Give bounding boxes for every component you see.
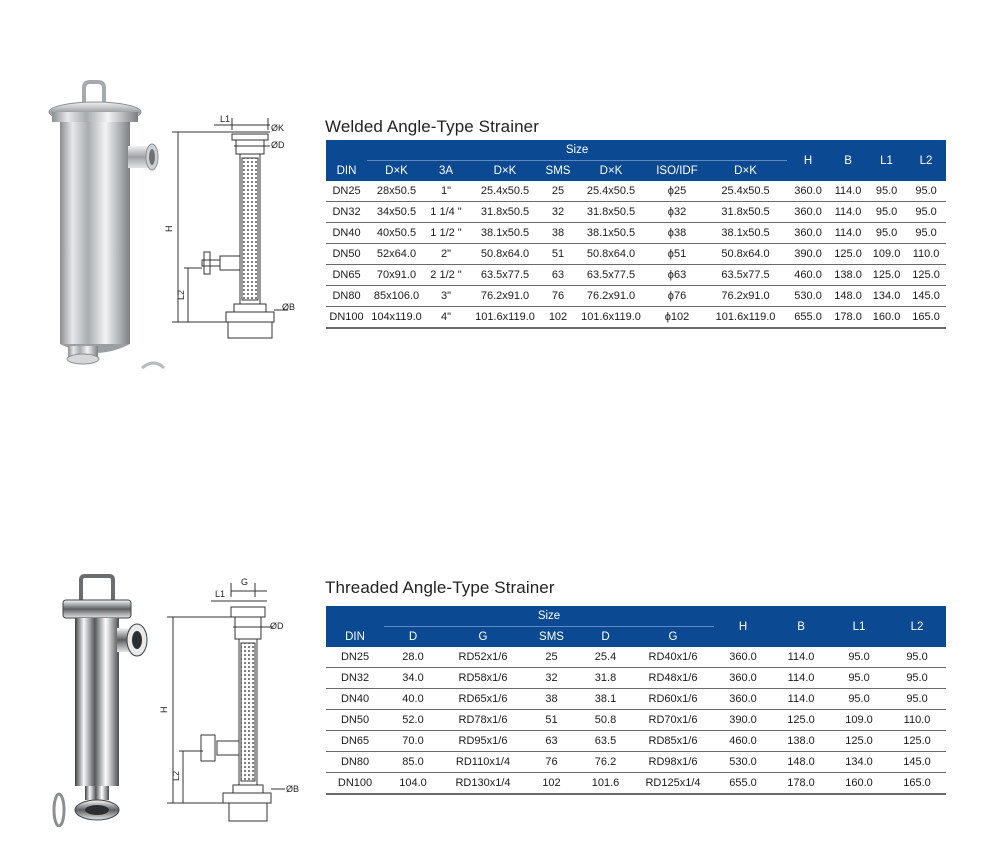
threaded-dim-g: G [241,577,249,587]
table-cell: RD60x1/6 [632,689,714,710]
threaded-col-din: DIN [326,627,384,648]
table-cell: 655.0 [714,773,772,795]
table-cell: 50.8 [579,710,632,731]
table-cell: DN32 [326,668,384,689]
table-cell: 63.5x77.5 [572,265,650,286]
table-cell: 104.0 [384,773,442,795]
table-cell: 32 [524,668,579,689]
welded-strainer-photo [38,78,168,370]
table-cell: 40.0 [384,689,442,710]
table-cell: 530.0 [714,752,772,773]
table-cell: 40x50.5 [367,223,426,244]
table-cell: 28.0 [384,647,442,668]
table-cell: 95.0 [830,689,888,710]
table-cell: 38 [524,689,579,710]
welded-col-l2: L2 [906,140,946,181]
table-cell: 95.0 [830,668,888,689]
table-cell: 138.0 [829,265,867,286]
table-cell: RD40x1/6 [632,647,714,668]
table-cell: 165.0 [888,773,946,795]
table-cell: 114.0 [772,647,830,668]
table-cell: DN25 [326,181,367,202]
table-cell: 1" [426,181,466,202]
table-cell: 360.0 [714,647,772,668]
threaded-col-d: D [384,627,442,648]
table-cell: ϕ25 [650,181,704,202]
table-cell: DN100 [326,773,384,795]
welded-col-sms: SMS [544,161,572,182]
table-cell: 360.0 [787,223,829,244]
table-cell: 390.0 [787,244,829,265]
table-cell: 63.5 [579,731,632,752]
welded-col-l1: L1 [867,140,906,181]
table-cell: 25.4x50.5 [704,181,787,202]
threaded-spec-table [326,606,946,795]
table-cell: 360.0 [787,202,829,223]
table-cell: 31.8x50.5 [572,202,650,223]
table-cell: RD65x1/6 [442,689,524,710]
table-cell: ϕ76 [650,286,704,307]
table-cell: RD78x1/6 [442,710,524,731]
table-cell: 125.0 [888,731,946,752]
table-cell: 530.0 [787,286,829,307]
table-row [326,265,946,286]
welded-dim-od: ØD [271,140,285,150]
table-row [326,244,946,265]
table-cell: 95.0 [830,647,888,668]
table-cell: 38 [544,223,572,244]
table-cell: 31.8x50.5 [704,202,787,223]
table-cell: ϕ102 [650,307,704,329]
table-cell: 109.0 [867,244,906,265]
table-cell: RD70x1/6 [632,710,714,731]
table-cell: 63.5x77.5 [704,265,787,286]
welded-title: Welded Angle-Type Strainer [325,117,539,136]
table-cell: 25.4x50.5 [466,181,544,202]
table-cell: 360.0 [714,689,772,710]
table-cell: 102 [544,307,572,329]
welded-col-3a: 3A [426,161,466,182]
table-cell: 76 [544,286,572,307]
table-cell: 76 [524,752,579,773]
table-cell: 114.0 [772,689,830,710]
table-cell: DN50 [326,244,367,265]
table-cell: 101.6 [579,773,632,795]
table-cell: 460.0 [714,731,772,752]
table-cell: 165.0 [906,307,946,329]
table-cell: 70.0 [384,731,442,752]
table-cell: 63 [524,731,579,752]
table-cell: 655.0 [787,307,829,329]
table-cell: DN25 [326,647,384,668]
table-cell: 76.2x91.0 [466,286,544,307]
table-cell: 63.5x77.5 [466,265,544,286]
threaded-dim-l2: L2 [171,770,181,781]
table-cell: 95.0 [906,223,946,244]
table-row [326,307,946,329]
table-row [326,710,946,731]
welded-col-iso-dxk: D×K [704,161,787,182]
threaded-col-sms-g: G [632,627,714,648]
table-cell: 28x50.5 [367,181,426,202]
table-row [326,223,946,244]
welded-col-dxk: D×K [367,161,426,182]
table-cell: 31.8x50.5 [466,202,544,223]
table-cell: 85.0 [384,752,442,773]
table-cell: DN50 [326,710,384,731]
welded-col-b: B [829,140,867,181]
threaded-col-l2: L2 [888,606,946,647]
table-cell: 178.0 [772,773,830,795]
table-cell: 85x106.0 [367,286,426,307]
table-cell: 125.0 [772,710,830,731]
threaded-strainer-photo [45,572,165,827]
table-cell: 32 [544,202,572,223]
table-cell: 52x64.0 [367,244,426,265]
threaded-title: Threaded Angle-Type Strainer [325,578,555,597]
welded-col-3a-dxk: D×K [466,161,544,182]
table-cell: ϕ63 [650,265,704,286]
welded-dim-l2: L2 [176,289,186,300]
table-cell: 38.1x50.5 [704,223,787,244]
table-cell: 125.0 [867,265,906,286]
table-cell: 38.1 [579,689,632,710]
table-cell: ϕ32 [650,202,704,223]
table-cell: DN40 [326,223,367,244]
table-cell: 95.0 [867,181,906,202]
table-cell: 3" [426,286,466,307]
table-cell: 63 [544,265,572,286]
table-cell: 76.2x91.0 [572,286,650,307]
table-cell: 38.1x50.5 [572,223,650,244]
table-cell: RD58x1/6 [442,668,524,689]
table-cell: 101.6x119.0 [572,307,650,329]
table-cell: 148.0 [772,752,830,773]
table-cell: RD52x1/6 [442,647,524,668]
table-cell: 76.2 [579,752,632,773]
table-cell: 76.2x91.0 [704,286,787,307]
table-cell: 134.0 [830,752,888,773]
table-row [326,731,946,752]
table-cell: 70x91.0 [367,265,426,286]
table-cell: 125.0 [829,244,867,265]
threaded-col-l1: L1 [830,606,888,647]
table-cell: DN100 [326,307,367,329]
welded-dim-h: H [164,225,174,232]
table-cell: 178.0 [829,307,867,329]
table-cell: 51 [544,244,572,265]
threaded-col-b: B [772,606,830,647]
welded-size-header: Size [367,140,787,161]
table-cell: 104x119.0 [367,307,426,329]
welded-col-iso-idf: ISO/IDF [650,161,704,182]
table-cell: 25.4 [579,647,632,668]
table-cell: 110.0 [888,710,946,731]
table-row [326,286,946,307]
table-cell: 138.0 [772,731,830,752]
table-cell: 125.0 [830,731,888,752]
table-cell: 95.0 [888,647,946,668]
table-cell: 52.0 [384,710,442,731]
table-row [326,647,946,668]
threaded-col-h: H [714,606,772,647]
table-cell: 460.0 [787,265,829,286]
threaded-dim-l1: L1 [215,589,226,599]
welded-col-h: H [787,140,829,181]
welded-spec-table [326,140,946,329]
table-cell: 25 [544,181,572,202]
table-cell: 109.0 [830,710,888,731]
table-cell: ϕ38 [650,223,704,244]
table-cell: DN32 [326,202,367,223]
welded-dim-ob: ØB [282,302,296,312]
table-cell: 125.0 [906,265,946,286]
table-cell: 160.0 [830,773,888,795]
threaded-dim-od: ØD [270,621,284,631]
welded-strainer-drawing [158,108,308,344]
table-cell: 95.0 [867,202,906,223]
table-cell: 95.0 [906,181,946,202]
table-cell: 160.0 [867,307,906,329]
table-cell: 101.6x119.0 [466,307,544,329]
table-cell: 1 1/4 " [426,202,466,223]
table-row [326,752,946,773]
table-row [326,689,946,710]
threaded-dim-ob: ØB [286,784,300,794]
threaded-col-sms-d: D [579,627,632,648]
table-cell: 101.6x119.0 [704,307,787,329]
table-row [326,202,946,223]
table-cell: 114.0 [829,223,867,244]
table-row [326,668,946,689]
table-cell: DN40 [326,689,384,710]
table-cell: RD130x1/4 [442,773,524,795]
welded-dim-l1: L1 [220,114,231,124]
table-cell: 2" [426,244,466,265]
table-cell: 102 [524,773,579,795]
table-cell: 360.0 [714,668,772,689]
table-cell: 4" [426,307,466,329]
table-cell: 2 1/2 " [426,265,466,286]
table-cell: RD48x1/6 [632,668,714,689]
table-cell: 34.0 [384,668,442,689]
welded-col-din: DIN [326,161,367,182]
threaded-size-header: Size [384,606,714,627]
table-cell: DN80 [326,752,384,773]
table-cell: RD125x1/4 [632,773,714,795]
threaded-col-sms: SMS [524,627,579,648]
table-row [326,773,946,795]
table-cell: 95.0 [888,668,946,689]
table-cell: 25 [524,647,579,668]
table-cell: 110.0 [906,244,946,265]
table-cell: 50.8x64.0 [572,244,650,265]
welded-col-sms-dxk: D×K [572,161,650,182]
table-cell: DN65 [326,731,384,752]
table-cell: 145.0 [906,286,946,307]
table-cell: 95.0 [867,223,906,244]
threaded-col-g: G [442,627,524,648]
table-cell: 34x50.5 [367,202,426,223]
table-cell: 114.0 [829,202,867,223]
table-cell: 95.0 [906,202,946,223]
table-cell: 1 1/2 " [426,223,466,244]
welded-table-body [326,181,946,328]
threaded-table-body [326,647,946,794]
table-cell: 148.0 [829,286,867,307]
table-cell: RD85x1/6 [632,731,714,752]
table-cell: RD95x1/6 [442,731,524,752]
threaded-dim-h: H [159,706,169,713]
table-cell: DN80 [326,286,367,307]
table-cell: 31.8 [579,668,632,689]
table-cell: 145.0 [888,752,946,773]
table-cell: 390.0 [714,710,772,731]
table-cell: DN65 [326,265,367,286]
table-cell: 50.8x64.0 [466,244,544,265]
table-cell: 50.8x64.0 [704,244,787,265]
table-cell: RD110x1/4 [442,752,524,773]
table-cell: 360.0 [787,181,829,202]
table-cell: 95.0 [888,689,946,710]
table-cell: 51 [524,710,579,731]
table-cell: 114.0 [772,668,830,689]
threaded-strainer-drawing [155,573,305,825]
table-row [326,181,946,202]
table-cell: 38.1x50.5 [466,223,544,244]
table-cell: ϕ51 [650,244,704,265]
welded-dim-ok: ØK [271,123,285,133]
table-cell: 25.4x50.5 [572,181,650,202]
table-cell: 114.0 [829,181,867,202]
table-cell: RD98x1/6 [632,752,714,773]
table-cell: 134.0 [867,286,906,307]
